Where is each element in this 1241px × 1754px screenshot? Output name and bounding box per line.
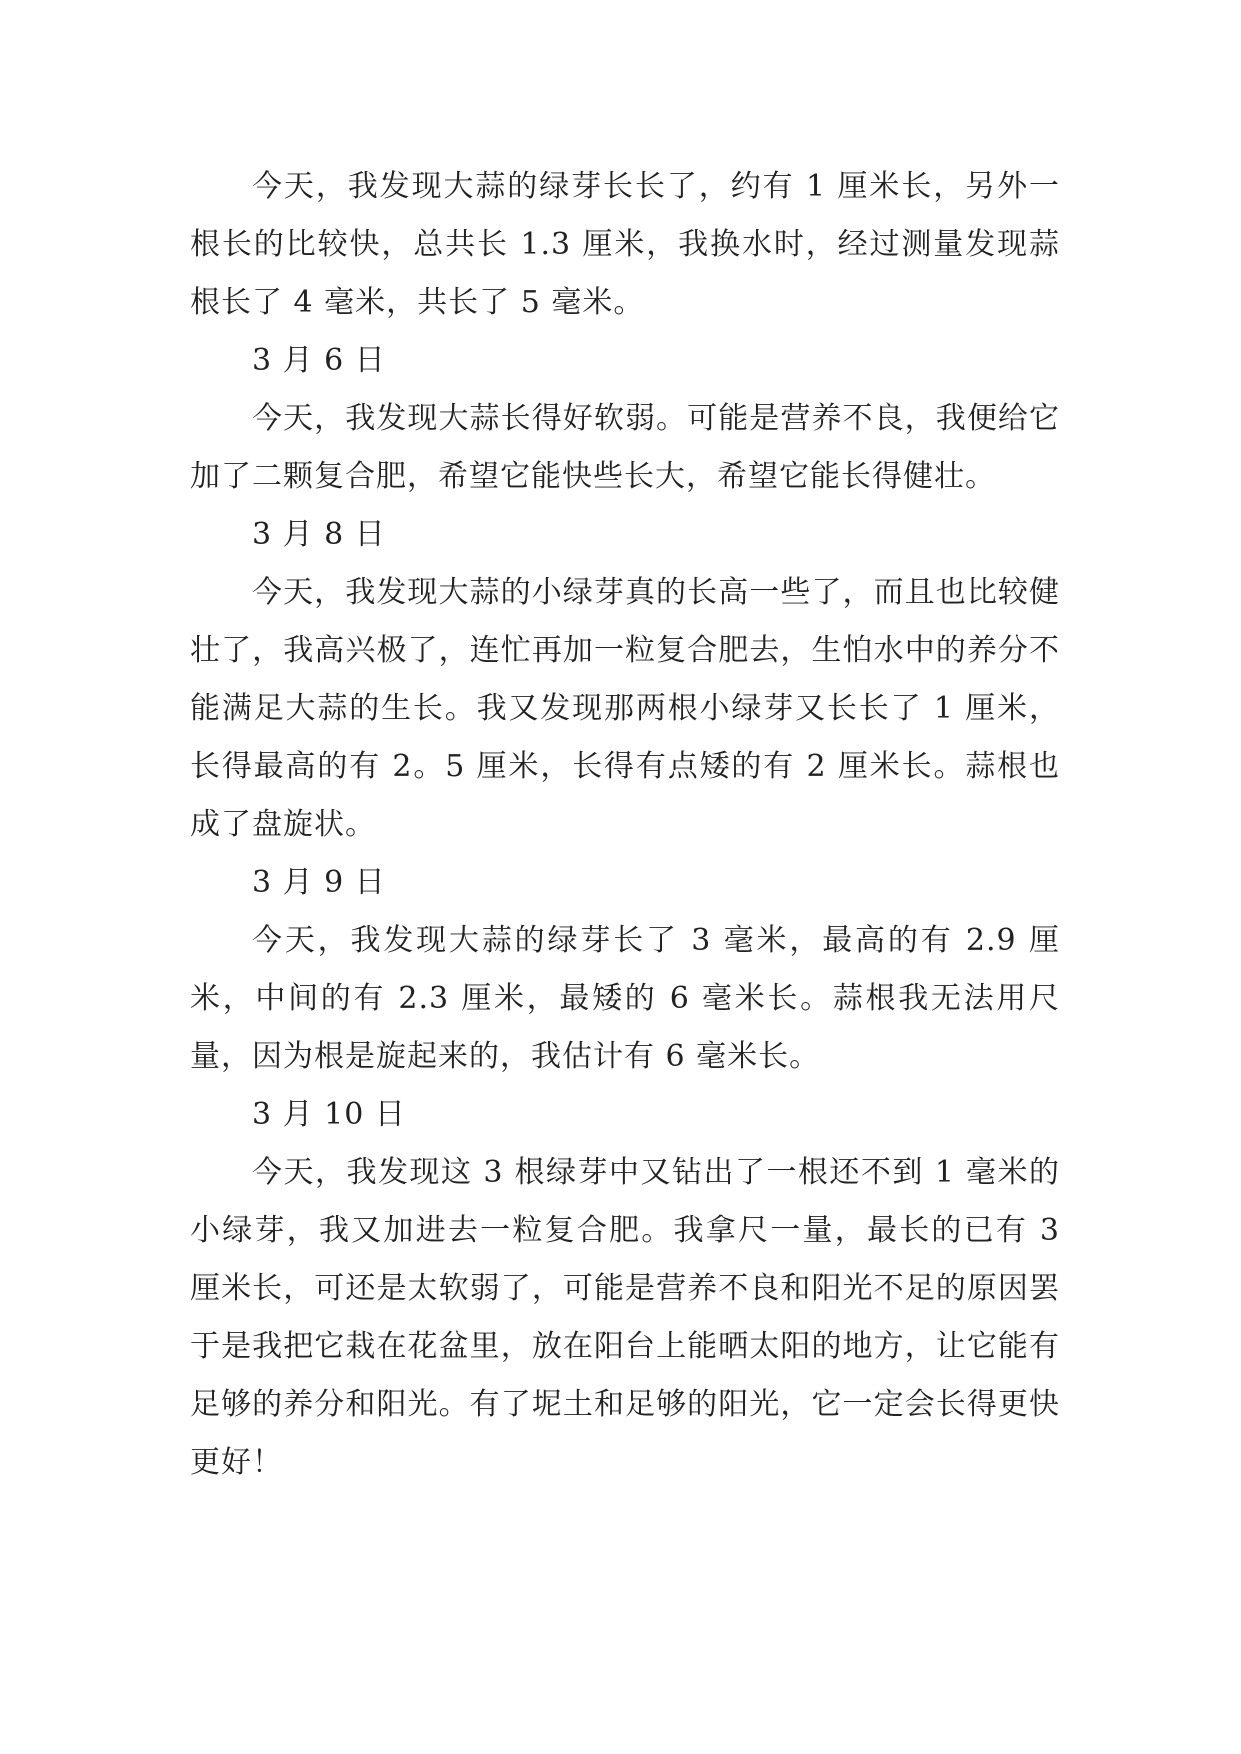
paragraph-mar-6: 今天，我发现大蒜长得好软弱。可能是营养不良，我便给它加了二颗复合肥，希望它能快些长大，希望它能长得健壮。 bbox=[190, 401, 1060, 494]
paragraph-mar-10: 今天，我发现这 3 根绿芽中又钻出了一根还不到 1 毫米的小绿芽，我又加进去一粒复合肥。我拿尺一量，最长的已有 3 厘米长，可还是太软弱了，可能是营养不良和阳光不足的原因罢于是我把它栽在花盆里，放在阳台上能晒太阳的地方，让它能有足够的养分和阳光。有了坭土和足够的阳光，它一定会长得更快更好！ bbox=[190, 1155, 1060, 1480]
paragraph-mar-5: 今天，我发现大蒜的绿芽长长了，约有 1 厘米长，另外一根长的比较快，总共长 1.3 厘米，我换水时，经过测量发现蒜根长了 4 毫米，共长了 5 毫米。 bbox=[190, 169, 1060, 320]
paragraph-mar-8: 今天，我发现大蒜的小绿芽真的长高一些了，而且也比较健壮了，我高兴极了，连忙再加一粒复合肥去，生怕水中的养分不能满足大蒜的生长。我又发现那两根小绿芽又长长了 1 厘米，长得最高的有 2。5 厘米，长得有点矮的有 2 厘米长。蒜根也成了盘旋状。 bbox=[190, 575, 1060, 842]
paragraph-mar-9: 今天，我发现大蒜的绿芽长了 3 毫米，最高的有 2.9 厘米，中间的有 2.3 厘米，最矮的 6 毫米长。蒜根我无法用尺量，因为根是旋起来的，我估计有 6 毫米长。 bbox=[190, 923, 1060, 1074]
date-heading-mar-10: 3 月 10 日 bbox=[252, 1097, 406, 1132]
date-heading-mar-6: 3 月 6 日 bbox=[252, 343, 386, 378]
date-heading-mar-9: 3 月 9 日 bbox=[252, 865, 386, 900]
document-body bbox=[190, 158, 1060, 1492]
date-heading-mar-8: 3 月 8 日 bbox=[252, 517, 386, 552]
